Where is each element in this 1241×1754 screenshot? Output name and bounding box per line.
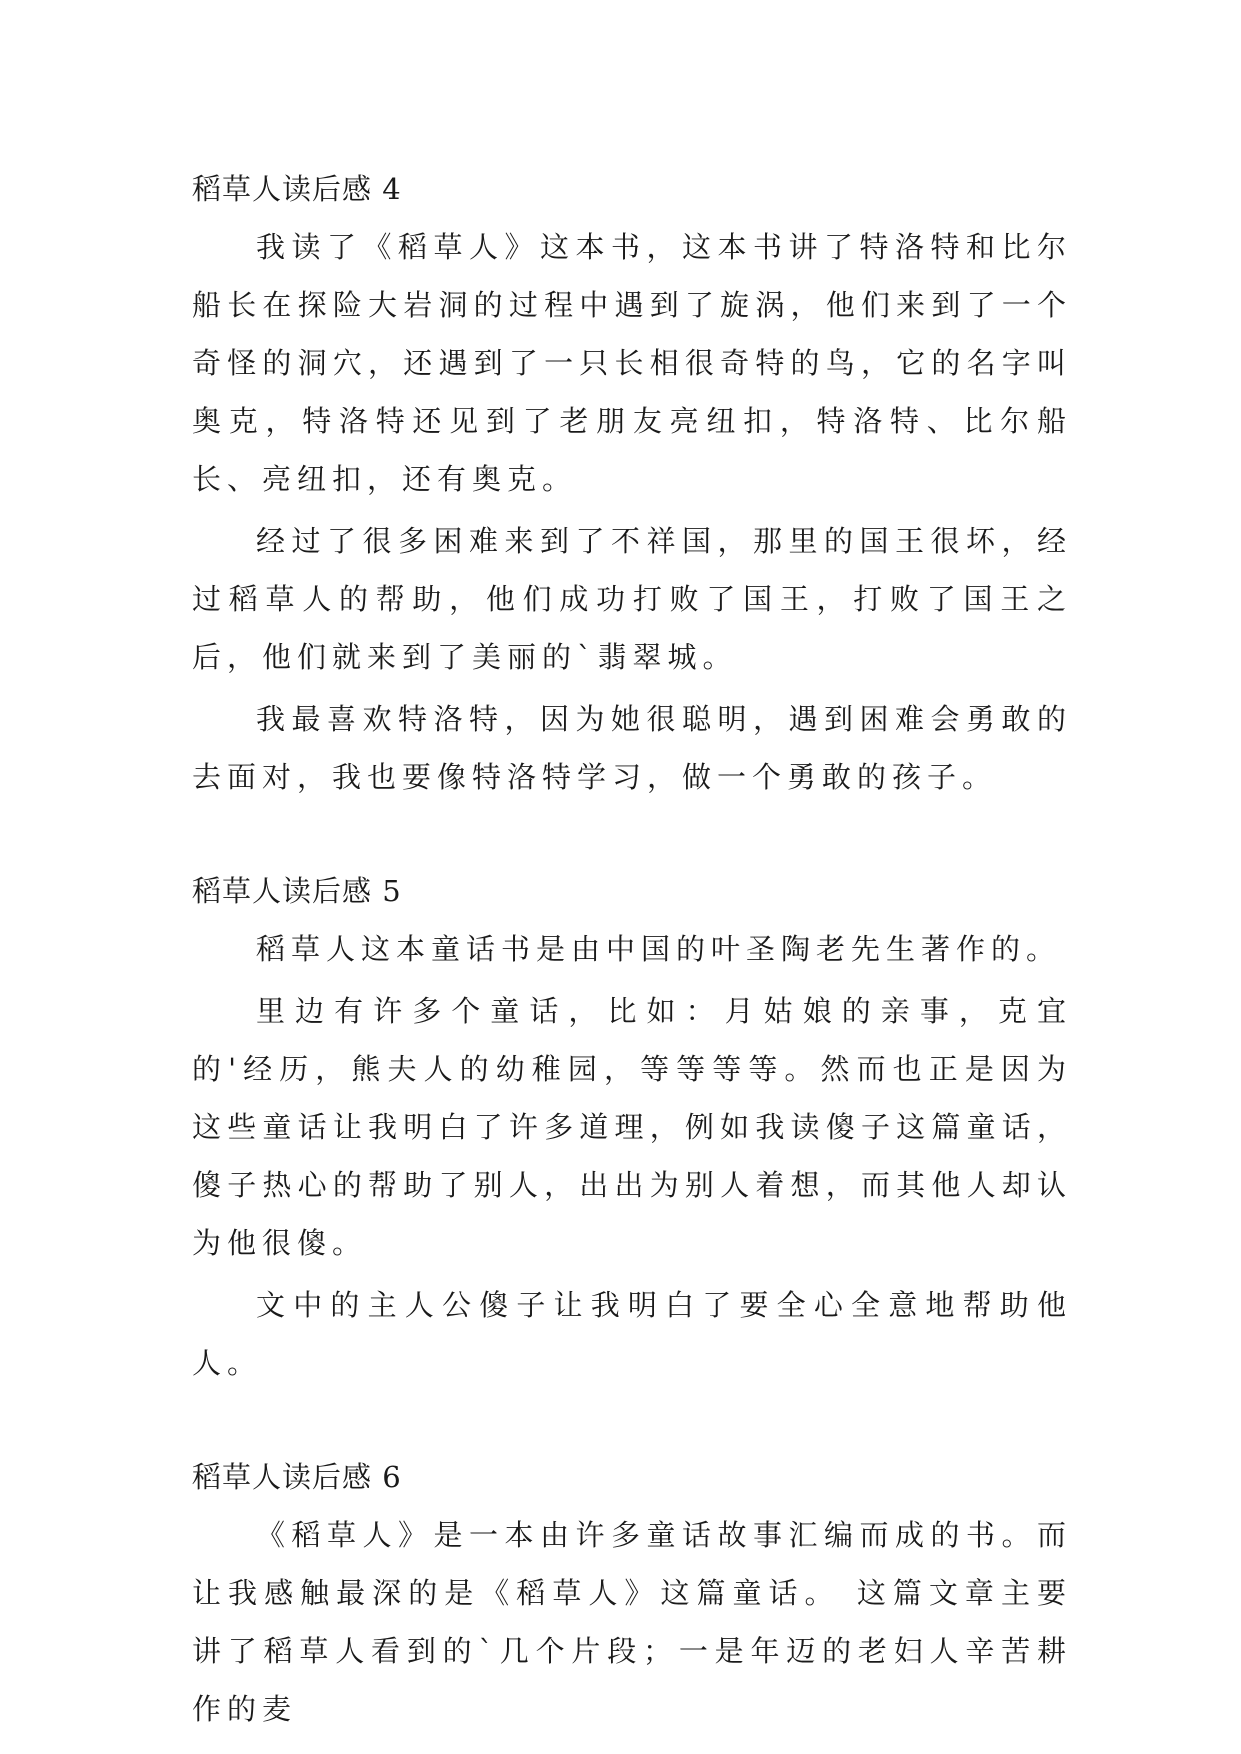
paragraph: 文中的主人公傻子让我明白了要全心全意地帮助他人。 bbox=[192, 1288, 1072, 1380]
section-heading: 稻草人读后感 6 bbox=[192, 1460, 402, 1494]
document-page bbox=[192, 160, 1072, 1738]
paragraph: 经过了很多困难来到了不祥国，那里的国王很坏，经过稻草人的帮助，他们成功打败了国王，打败了国王之后，他们就来到了美丽的`翡翠城。 bbox=[192, 524, 1072, 674]
paragraph: 里边有许多个童话，比如：月姑娘的亲事，克宜的'经历，熊夫人的幼稚园，等等等等。然而也正是因为这些童话让我明白了许多道理，例如我读傻子这篇童话，傻子热心的帮助了别人，出出为别人着想，而其他人却认为他很傻。 bbox=[192, 994, 1072, 1260]
section-heading: 稻草人读后感 5 bbox=[192, 874, 402, 908]
essay-section-4 bbox=[192, 160, 1072, 806]
paragraph: 稻草人这本童话书是由中国的叶圣陶老先生著作的。 bbox=[256, 932, 1062, 966]
paragraph: 《稻草人》是一本由许多童话故事汇编而成的书。而让我感触最深的是《稻草人》这篇童话。 这篇文章主要讲了稻草人看到的`几个片段；一是年迈的老妇人辛苦耕作的麦 bbox=[192, 1518, 1072, 1726]
section-heading: 稻草人读后感 4 bbox=[192, 172, 402, 206]
essay-section-5 bbox=[192, 862, 1072, 1392]
paragraph: 我读了《稻草人》这本书，这本书讲了特洛特和比尔船长在探险大岩洞的过程中遇到了旋涡，他们来到了一个奇怪的洞穴，还遇到了一只长相很奇特的鸟，它的名字叫奥克，特洛特还见到了老朋友亮纽扣，特洛特、比尔船长、亮纽扣，还有奥克。 bbox=[192, 230, 1072, 496]
paragraph: 我最喜欢特洛特，因为她很聪明，遇到困难会勇敢的去面对，我也要像特洛特学习，做一个勇敢的孩子。 bbox=[192, 702, 1072, 794]
essay-section-6 bbox=[192, 1448, 1072, 1738]
